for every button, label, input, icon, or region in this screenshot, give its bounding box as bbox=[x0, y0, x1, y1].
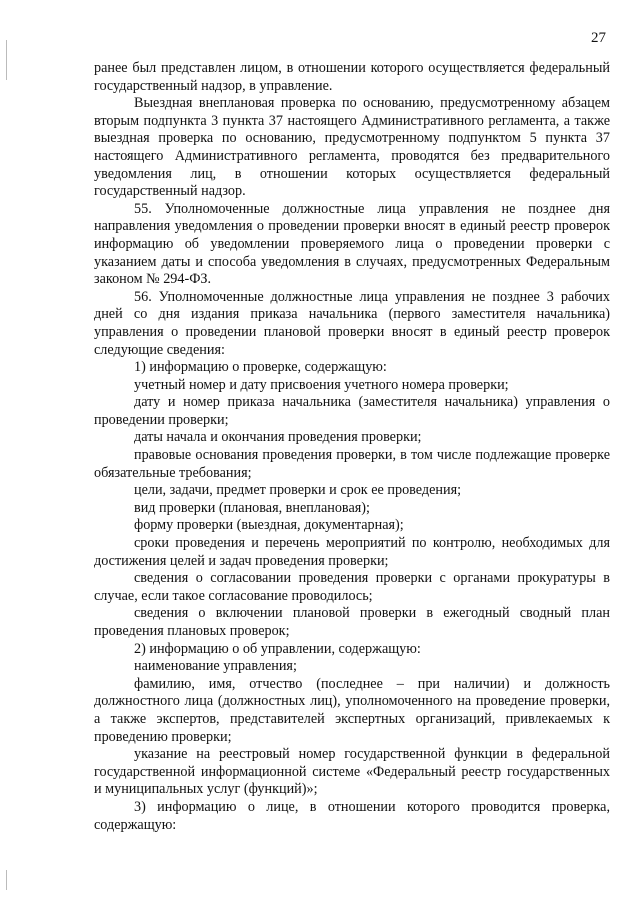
paragraph: наименование управления; bbox=[134, 658, 297, 675]
paragraph: указание на реестровый номер государственной функции в федеральной государственной информационной системе «Федеральный реестр государственных и муниципальных услуг (функций)»; bbox=[94, 746, 610, 798]
paragraph: 3) информацию о лице, в отношении которого проводится проверка, содержащую: bbox=[94, 798, 610, 833]
scan-edge-mark bbox=[6, 40, 7, 80]
scan-edge-mark bbox=[6, 870, 7, 890]
page-number: 27 bbox=[591, 30, 606, 46]
paragraph: форму проверки (выездная, документарная); bbox=[134, 517, 404, 534]
paragraph: сведения о включении плановой проверки в ежегодный сводный план проведения плановых проверок; bbox=[94, 605, 610, 639]
paragraph: Выездная внеплановая проверка по основанию, предусмотренному абзацем вторым подпункта 3 пункта 37 настоящего Административного регламента, а также выездная проверка по основанию, предусмотренному подпунктом 5 пункта 37 настоящего Административного регламента, проводятся без предварительного уведомления лиц, в отношении которых осуществляется федеральный государственный надзор. bbox=[94, 95, 610, 200]
paragraph: 1) информацию о проверке, содержащую: bbox=[134, 359, 387, 376]
paragraph: сведения о согласовании проведения проверки с органами прокуратуры в случае, если такое согласование проводилось; bbox=[94, 570, 610, 604]
paragraph: учетный номер и дату присвоения учетного номера проверки; bbox=[134, 376, 509, 393]
paragraph: сроки проведения и перечень мероприятий по контролю, необходимых для достижения целей и задач проведения проверки; bbox=[94, 535, 610, 569]
paragraph: 55. Уполномоченные должностные лица управления не позднее дня направления уведомления о проведении проверки вносят в единый реестр проверок информацию об уведомлении проверяемого лица о проведении проверки с указанием даты и способа уведомления в случаях, предусмотренных Федеральным законом № 294-ФЗ. bbox=[94, 200, 610, 288]
paragraph: дату и номер приказа начальника (заместителя начальника) управления о проведении проверки; bbox=[94, 394, 610, 428]
paragraph: ранее был представлен лицом, в отношении которого осуществляется федеральный государственный надзор, в управление. bbox=[94, 60, 610, 94]
document-body bbox=[94, 60, 610, 834]
paragraph: вид проверки (плановая, внеплановая); bbox=[134, 499, 370, 516]
paragraph: даты начала и окончания проведения проверки; bbox=[134, 429, 422, 446]
paragraph: 2) информацию о об управлении, содержащую: bbox=[134, 640, 421, 657]
paragraph: 56. Уполномоченные должностные лица управления не позднее 3 рабочих дней со дня издания приказа начальника (первого заместителя начальника) управления о проведении плановой проверки вносят в единый реестр проверок следующие сведения: bbox=[94, 288, 610, 358]
paragraph: фамилию, имя, отчество (последнее – при наличии) и должность должностного лица (должностных лиц), уполномоченного на проведение проверки, а также экспертов, представителей экспертных организаций, привлекаемых к проведению проверки; bbox=[94, 675, 610, 745]
paragraph: правовые основания проведения проверки, в том числе подлежащие проверке обязательные требования; bbox=[94, 447, 610, 481]
paragraph: цели, задачи, предмет проверки и срок ее проведения; bbox=[134, 482, 462, 499]
